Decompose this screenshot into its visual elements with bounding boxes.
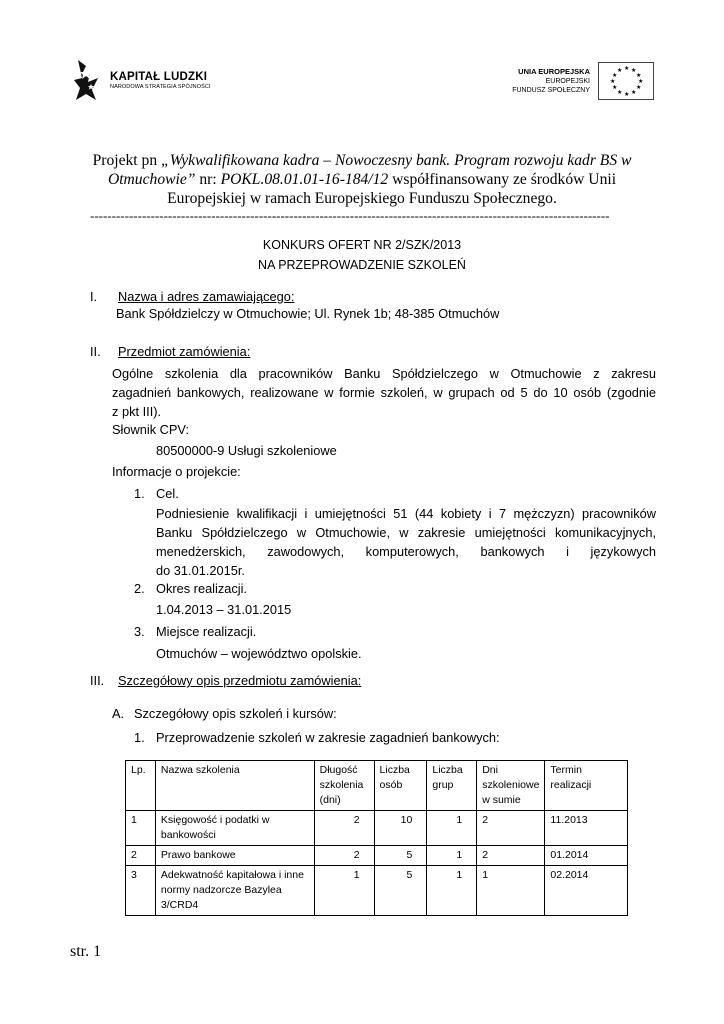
table-cell: Prawo bankowe	[155, 846, 314, 866]
eu-fund-label-1: EUROPEJSKI	[545, 78, 590, 85]
paragraph-line: Ogólne szkolenia dla pracowników Banku Spółdzielczego w Otmuchowie z zakresu	[112, 366, 656, 381]
subsection-a1-number: 1.	[134, 730, 145, 745]
table-cell: 10	[374, 811, 427, 846]
table-cell: 1	[427, 866, 477, 916]
paragraph-line: zagadnień bankowych, realizowane w formie szkoleń, w grupach od 5 do 10 osób (zgodnie	[112, 385, 656, 400]
table-header-cell: Lp.	[126, 761, 156, 811]
item-1-title: Cel.	[156, 486, 179, 501]
section-2-paragraph	[112, 364, 656, 421]
table-cell: 11.2013	[545, 811, 628, 846]
subsection-a1-title: Przeprowadzenie szkoleń w zakresie zagadnień bankowych:	[156, 730, 500, 745]
table-cell: 02.2014	[545, 866, 628, 916]
table-header-cell: Termin realizacji	[545, 761, 628, 811]
item-3-title: Miejsce realizacji.	[156, 624, 257, 639]
cpv-label: Słownik CPV:	[112, 422, 190, 437]
table-cell: 2	[126, 846, 156, 866]
project-title: „Wykwalifikowana kadra – Nowoczesny bank. Program rozwoju kadr BS w Otmuchowie”	[107, 152, 632, 188]
table-row	[126, 866, 628, 916]
item-1-number: 1.	[134, 486, 145, 501]
eu-logo	[512, 62, 654, 100]
table-cell: 1	[477, 866, 545, 916]
kapital-ludzki-logo	[72, 58, 211, 102]
project-info-label: Informacje o projekcie:	[112, 464, 241, 479]
table-cell: 01.2014	[545, 846, 628, 866]
section-1-address: Bank Spółdzielczy w Otmuchowie; Ul. Rynek 1b; 48-385 Otmuchów	[116, 306, 500, 321]
project-nr-label: nr:	[195, 171, 221, 188]
section-2-title: Przedmiot zamówienia:	[118, 344, 251, 359]
subsection-a-letter: A.	[112, 706, 125, 721]
trainings-table	[125, 760, 628, 916]
separator-line: ------------------------------------------------------------------------------------------------------------------------	[90, 208, 610, 223]
page-number: str. 1	[70, 943, 102, 960]
eu-flag-icon: ★ ★ ★ ★ ★ ★ ★ ★ ★ ★ ★ ★	[598, 62, 654, 100]
item-2-title: Okres realizacji.	[156, 581, 248, 596]
table-cell: 5	[374, 866, 427, 916]
table-cell: 1	[427, 846, 477, 866]
section-1-title: Nazwa i adres zamawiającego:	[118, 289, 295, 304]
table-header-cell: Dni szkoleniowe w sumie	[477, 761, 545, 811]
paragraph-line: Podniesienie kwalifikacji i umiejętności 51 (44 kobiety i 7 mężczyzn) pracowników	[156, 506, 656, 521]
paragraph-line: z pkt III).	[112, 404, 162, 419]
table-cell: 2	[314, 846, 374, 866]
table-row	[126, 811, 628, 846]
title-line-1: KONKURS OFERT NR 2/SZK/2013	[262, 238, 462, 252]
table-cell: 2	[314, 811, 374, 846]
item-3-number: 3.	[134, 624, 145, 639]
project-funding: współfinansowany ze środków Unii Europejskiej w ramach Europejskiego Funduszu Społecznego.	[167, 171, 617, 207]
table-header-cell: Długość szkolenia (dni)	[314, 761, 374, 811]
table-header-cell: Liczba osób	[374, 761, 427, 811]
project-number: POKL.08.01.01-16-184/12	[220, 171, 389, 188]
project-heading	[72, 151, 652, 208]
table-header-row	[126, 761, 628, 811]
document-title	[0, 235, 724, 275]
table-header-cell: Nazwa szkolenia	[155, 761, 314, 811]
table-cell: 1	[314, 866, 374, 916]
section-2-number: II.	[90, 344, 101, 359]
item-3-text: Otmuchów – województwo opolskie.	[156, 646, 362, 661]
cpv-value: 80500000-9 Usługi szkoleniowe	[156, 443, 337, 458]
table-cell: 2	[477, 846, 545, 866]
section-3-title: Szczegółowy opis przedmiotu zamówienia:	[118, 673, 362, 688]
table-cell: Adekwatność kapitałowa i inne normy nadzorcze Bazylea 3/CRD4	[155, 866, 314, 916]
item-2-number: 2.	[134, 581, 145, 596]
table-cell: 3	[126, 866, 156, 916]
section-1-number: I.	[90, 289, 98, 304]
paragraph-line: do 31.01.2015r.	[156, 563, 245, 578]
section-3-number: III.	[90, 673, 105, 688]
table-cell: Księgowość i podatki w bankowości	[155, 811, 314, 846]
paragraph-line: menedżerskich, zawodowych, komputerowych, bankowych i językowych	[156, 544, 656, 559]
eu-union-label: UNIA EUROPEJSKA	[518, 67, 590, 76]
table-cell: 1	[427, 811, 477, 846]
table-cell: 1	[126, 811, 156, 846]
eu-fund-label-2: FUNDUSZ SPOŁECZNY	[512, 87, 590, 94]
table-row	[126, 846, 628, 866]
kapital-ludzki-subtitle: NARODOWA STRATEGIA SPÓJNOŚCI	[110, 83, 211, 90]
table-cell: 2	[477, 811, 545, 846]
table-cell: 5	[374, 846, 427, 866]
item-2-text: 1.04.2013 – 31.01.2015	[156, 602, 292, 617]
item-1-paragraph	[156, 504, 656, 580]
paragraph-line: Banku Spółdzielczego w Otmuchowie, w zakresie umiejętności komunikacyjnych,	[156, 525, 656, 540]
subsection-a-title: Szczegółowy opis szkoleń i kursów:	[134, 706, 337, 721]
table-header-cell: Liczba grup	[427, 761, 477, 811]
kapital-ludzki-emblem-icon	[72, 58, 102, 102]
title-line-2: NA PRZEPROWADZENIE SZKOLEŃ	[258, 258, 466, 272]
kapital-ludzki-name: KAPITAŁ LUDZKI	[110, 70, 208, 83]
project-prefix: Projekt pn	[92, 152, 162, 169]
